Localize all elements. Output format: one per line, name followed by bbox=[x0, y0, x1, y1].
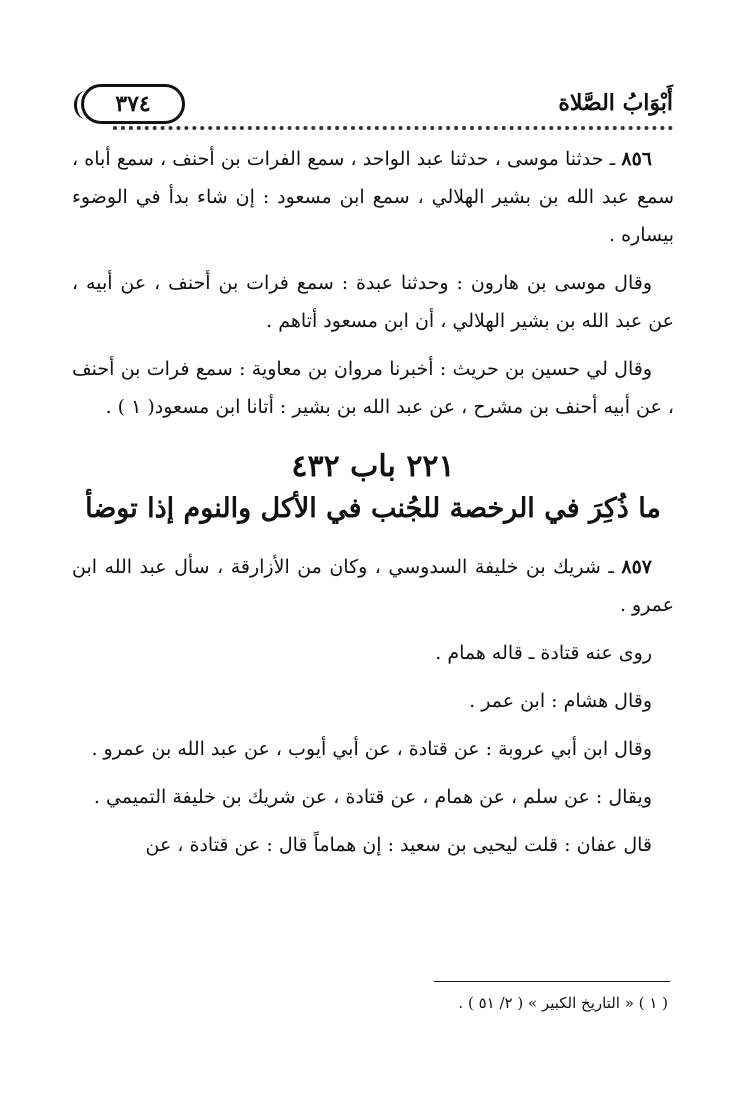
entry-text: ـ شريك بن خليفة السدوسي ، وكان من الأزارقة ، سأل عبد الله ابن عمرو . bbox=[72, 556, 674, 616]
paragraph: ويقال : عن سلم ، عن همام ، عن قتادة ، عن شريك بن خليفة التميمي . bbox=[93, 786, 652, 808]
paragraph: وقال لي حسين بن حريث : أخبرنا مروان بن معاوية : سمع فرات بن أحنف ، عن أبيه أحنف بن مشرح ، عن عبد الله بن بشير : أتانا ابن مسعود( ١ ) . bbox=[72, 358, 674, 418]
running-title: أَبْوَابُ الصَّلاة bbox=[558, 90, 673, 116]
entry-text: ـ حدثنا موسى ، حدثنا عبد الواحد ، سمع الفرات بن أحنف ، سمع أباه ، سمع عبد الله بن بشير الهلالي ، سمع ابن مسعود : إن شاء بدأ في الوضوء بيساره . bbox=[72, 148, 674, 246]
page-number: ٣٧٤ bbox=[81, 84, 185, 124]
entry-857 bbox=[72, 548, 674, 624]
paragraph: وقال ابن أبي عروبة : عن قتادة ، عن أبي أيوب ، عن عبد الله بن عمرو . bbox=[91, 738, 652, 760]
footnote-rule bbox=[434, 981, 670, 982]
chapter-number: ٢٢١ باب ٤٣٢ bbox=[291, 449, 455, 484]
paragraph: وقال هشام : ابن عمر . bbox=[469, 690, 652, 712]
header-rule bbox=[113, 126, 673, 130]
paragraph: وقال موسى بن هارون : وحدثنا عبدة : سمع فرات بن أحنف ، عن أبيه ، عن عبد الله بن بشير الهلالي ، أن ابن مسعود أتاهم . bbox=[72, 272, 674, 332]
footnote: ( ١ ) « التاريخ الكبير » ( ٢/ ٥١ ) . bbox=[458, 994, 668, 1012]
entry-856 bbox=[72, 140, 674, 254]
entry-number: ٨٥٧ bbox=[621, 556, 652, 578]
chapter-title: ما ذُكِرَ في الرخصة للجُنب في الأكل والنوم إذا توضأ bbox=[85, 493, 661, 524]
paragraph: روى عنه قتادة ـ قاله همام . bbox=[435, 642, 652, 664]
paragraph: قال عفان : قلت ليحيى بن سعيد : إن هماماً قال : عن قتادة ، عن bbox=[145, 834, 652, 856]
page-header bbox=[55, 82, 673, 130]
body-text bbox=[72, 140, 674, 874]
entry-number: ٨٥٦ bbox=[621, 148, 652, 170]
